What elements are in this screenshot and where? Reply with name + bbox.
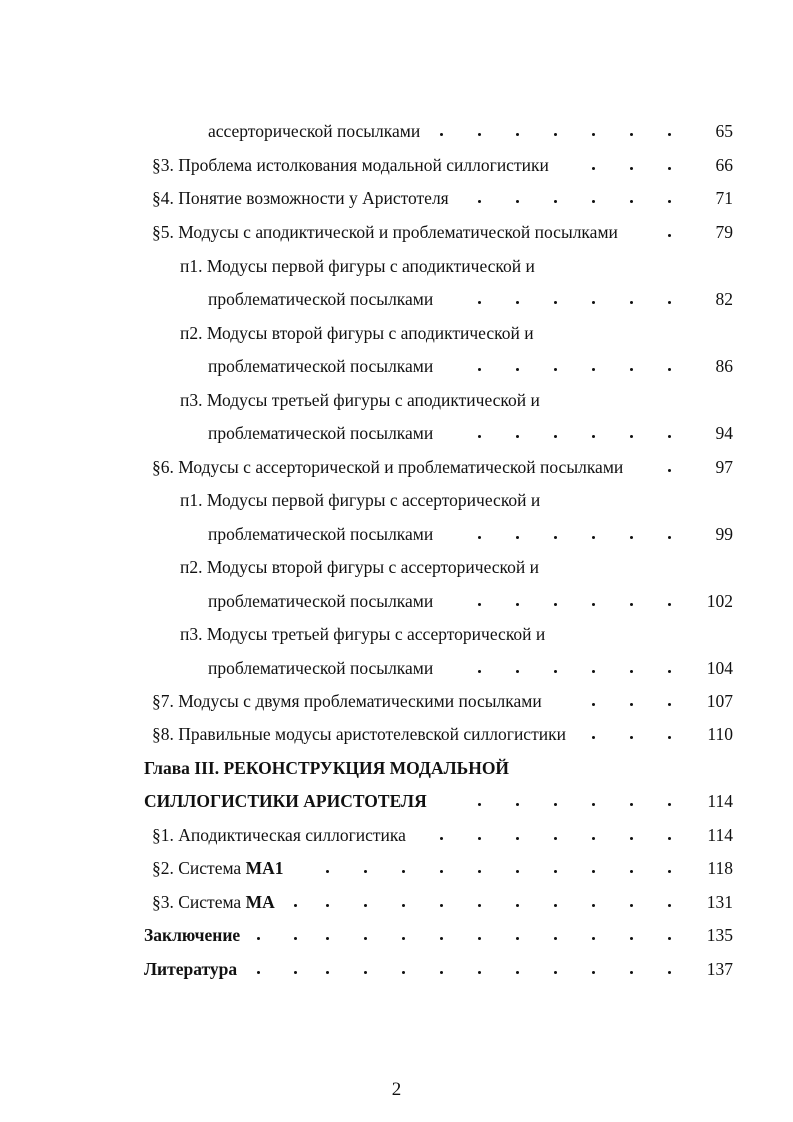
leader-dot (630, 937, 633, 940)
toc-entry-page: 97 (715, 457, 733, 477)
toc-entry-title: §7. Модусы с двумя проблематическими посылками (152, 691, 542, 711)
leader-dot (478, 937, 481, 940)
toc-entry[interactable] (0, 890, 793, 914)
toc-entry-title: проблематической посылками (208, 289, 434, 309)
leader-dot (554, 670, 557, 673)
leader-dot (668, 803, 671, 806)
toc-entry[interactable] (0, 589, 793, 613)
toc-entry-title-prefix: §3. Система (152, 892, 246, 912)
toc-entry-page: 66 (715, 155, 733, 175)
leader-dot (668, 301, 671, 304)
leader-dot (592, 803, 595, 806)
toc-entry-page: 135 (706, 925, 733, 945)
toc-entry-page: 131 (706, 892, 733, 912)
leader-dot (516, 536, 519, 539)
leader-dot (554, 301, 557, 304)
leader-dot (478, 603, 481, 606)
toc-entry-title-prefix: §2. Система (152, 858, 246, 878)
leader-dot (294, 971, 297, 974)
leader-dot (294, 904, 297, 907)
leader-dot (440, 133, 443, 136)
leader-dot (440, 837, 443, 840)
leader-dot (592, 670, 595, 673)
leader-dot (668, 603, 671, 606)
leader-dot (257, 971, 260, 974)
toc-entry-page: 102 (706, 591, 733, 611)
toc-entry[interactable] (0, 388, 793, 412)
leader-dot (592, 971, 595, 974)
leader-dot (554, 971, 557, 974)
toc-chapter-heading[interactable] (0, 756, 793, 780)
toc-entry-title: проблематической посылками (208, 524, 434, 544)
toc-entry-title-bold: МА1 (245, 858, 284, 878)
leader-dot (554, 133, 557, 136)
toc-entry-title: Заключение (144, 925, 241, 945)
toc-entry-title: СИЛЛОГИСТИКИ АРИСТОТЕЛЯ (144, 791, 427, 811)
leader-dot (554, 837, 557, 840)
leader-dot (478, 368, 481, 371)
leader-dot (592, 200, 595, 203)
leader-dot (630, 536, 633, 539)
leader-dot (554, 536, 557, 539)
leader-dot (326, 937, 329, 940)
leader-dot (592, 904, 595, 907)
leader-dot (554, 368, 557, 371)
leader-dot (630, 301, 633, 304)
leader-dot (478, 803, 481, 806)
toc-entry-page: 86 (715, 356, 733, 376)
toc-entry-page: 118 (707, 858, 733, 878)
toc-entry-page: 110 (707, 724, 733, 744)
page-number: 2 (391, 1079, 402, 1100)
leader-dot (554, 603, 557, 606)
leader-dot (592, 133, 595, 136)
leader-dot (554, 904, 557, 907)
leader-dot (326, 870, 329, 873)
leader-dot (326, 904, 329, 907)
leader-dot (516, 603, 519, 606)
toc-entry[interactable] (0, 354, 793, 378)
leader-dot (294, 937, 297, 940)
leader-dot (668, 670, 671, 673)
toc-entry-title: Глава III. РЕКОНСТРУКЦИЯ МОДАЛЬНОЙ (144, 758, 510, 778)
toc-entry-page: 107 (706, 691, 733, 711)
leader-dot (516, 301, 519, 304)
leader-dot (478, 133, 481, 136)
leader-dot (440, 971, 443, 974)
leader-dot (668, 937, 671, 940)
toc-entry[interactable] (0, 622, 793, 646)
toc-entry-title: проблематической посылками (208, 658, 434, 678)
leader-dot (516, 803, 519, 806)
leader-dot (554, 435, 557, 438)
leader-dot (440, 937, 443, 940)
toc-entry-page: 99 (715, 524, 733, 544)
leader-dot (668, 167, 671, 170)
leader-dot (478, 904, 481, 907)
leader-dot (516, 368, 519, 371)
leader-dot (592, 870, 595, 873)
leader-dot (592, 301, 595, 304)
leader-dot (478, 301, 481, 304)
toc-entry-title: §5. Модусы с аподиктической и проблематической посылками (152, 222, 618, 242)
leader-dot (554, 803, 557, 806)
leader-dot (592, 435, 595, 438)
toc-entry[interactable] (0, 220, 793, 244)
toc-entry[interactable] (0, 856, 793, 880)
leader-dot (630, 368, 633, 371)
leader-dot (668, 200, 671, 203)
leader-dot (630, 603, 633, 606)
leader-dot (668, 368, 671, 371)
toc-entry-page: 71 (715, 188, 733, 208)
toc-entry[interactable] (0, 421, 793, 445)
leader-dot (668, 536, 671, 539)
leader-dot (630, 703, 633, 706)
leader-dot (592, 167, 595, 170)
leader-dot (478, 870, 481, 873)
leader-dot (364, 870, 367, 873)
leader-dot (630, 736, 633, 739)
toc-entry-title: §1. Аподиктическая силлогистика (152, 825, 406, 845)
toc-entry-title: проблематической посылками (208, 423, 434, 443)
toc-entry[interactable] (0, 287, 793, 311)
leader-dot (364, 971, 367, 974)
leader-dot (630, 971, 633, 974)
leader-dot (402, 904, 405, 907)
leader-dot (668, 234, 671, 237)
leader-dot (516, 670, 519, 673)
toc-entry-title: §6. Модусы с ассерторической и проблематической посылками (152, 457, 624, 477)
leader-dot (440, 904, 443, 907)
leader-dot (630, 837, 633, 840)
toc-entry-page: 82 (715, 289, 733, 309)
toc-entry[interactable] (0, 957, 793, 981)
toc-entry[interactable] (0, 321, 793, 345)
leader-dot (630, 133, 633, 136)
leader-dot (668, 837, 671, 840)
toc-entry-title: п3. Модусы третьей фигуры с ассерторической и (180, 624, 546, 644)
toc-entry-title: §4. Понятие возможности у Аристотеля (152, 188, 449, 208)
leader-dot (516, 937, 519, 940)
leader-dot (440, 870, 443, 873)
toc-entry[interactable] (0, 689, 793, 713)
toc-entry[interactable] (0, 555, 793, 579)
leader-dot (592, 937, 595, 940)
toc-entry-title: §8. Правильные модусы аристотелевской силлогистики (152, 724, 566, 744)
leader-dot (668, 133, 671, 136)
leader-dot (516, 133, 519, 136)
toc-entry[interactable] (0, 656, 793, 680)
leader-dot (630, 167, 633, 170)
toc-entry[interactable] (0, 254, 793, 278)
toc-chapter-heading[interactable] (0, 789, 793, 813)
leader-dot (402, 937, 405, 940)
leader-dot (668, 971, 671, 974)
toc-entry[interactable] (0, 522, 793, 546)
leader-dot (630, 803, 633, 806)
leader-dot (326, 971, 329, 974)
toc-entry-page: 114 (707, 791, 733, 811)
toc-entry-page: 65 (715, 121, 733, 141)
leader-dot (668, 703, 671, 706)
leader-dot (554, 870, 557, 873)
leader-dot (668, 904, 671, 907)
toc-entry[interactable] (0, 186, 793, 210)
toc-entry-title: проблематической посылками (208, 356, 434, 376)
toc-entry-title: п1. Модусы первой фигуры с ассерторической и (180, 490, 541, 510)
toc-entry-page: 104 (706, 658, 733, 678)
leader-dot (592, 703, 595, 706)
leader-dot (630, 435, 633, 438)
leader-dot (478, 670, 481, 673)
leader-dot (478, 536, 481, 539)
leader-dot (478, 971, 481, 974)
leader-dot (668, 469, 671, 472)
leader-dot (364, 937, 367, 940)
leader-dot (478, 837, 481, 840)
leader-dot (630, 670, 633, 673)
toc-entry-title-bold: МА (245, 892, 275, 912)
toc-entry-title: Литература (144, 959, 238, 979)
leader-dot (668, 870, 671, 873)
leader-dot (257, 937, 260, 940)
toc-entry[interactable] (0, 923, 793, 947)
leader-dot (478, 200, 481, 203)
toc-entry[interactable] (0, 153, 793, 177)
leader-dot (402, 971, 405, 974)
toc-entry[interactable] (0, 823, 793, 847)
leader-dot (364, 904, 367, 907)
toc-entry-title: проблематической посылками (208, 591, 434, 611)
leader-dot (592, 603, 595, 606)
leader-dot (592, 837, 595, 840)
leader-dot (516, 904, 519, 907)
leader-dot (630, 200, 633, 203)
toc-entry[interactable] (0, 119, 793, 143)
toc-entry[interactable] (0, 488, 793, 512)
leader-dot (630, 870, 633, 873)
leader-dot (592, 368, 595, 371)
leader-dot (592, 736, 595, 739)
leader-dot (516, 971, 519, 974)
toc-entry-page: 79 (715, 222, 733, 242)
toc-entry-title: п3. Модусы третьей фигуры с аподиктической и (180, 390, 540, 410)
leader-dot (478, 435, 481, 438)
leader-dot (402, 870, 405, 873)
leader-dot (592, 536, 595, 539)
toc-entry-page: 94 (715, 423, 733, 443)
leader-dot (668, 736, 671, 739)
toc-entry-page: 114 (707, 825, 733, 845)
toc-entry-title: п2. Модусы второй фигуры с ассерторической и (180, 557, 540, 577)
leader-dot (554, 937, 557, 940)
leader-dot (516, 870, 519, 873)
toc-entry[interactable] (0, 722, 793, 746)
leader-dot (516, 837, 519, 840)
leader-dot (630, 904, 633, 907)
leader-dot (668, 435, 671, 438)
toc-entry-title: п1. Модусы первой фигуры с аподиктической и (180, 256, 535, 276)
toc-entry-title: п2. Модусы второй фигуры с аподиктической и (180, 323, 534, 343)
leader-dot (516, 435, 519, 438)
toc-entry-title: §3. Проблема истолкования модальной силлогистики (152, 155, 549, 175)
toc-entry-title: ассерторической посылками (208, 121, 421, 141)
toc-entry-page: 137 (706, 959, 733, 979)
leader-dot (516, 200, 519, 203)
leader-dot (554, 200, 557, 203)
toc-entry[interactable] (0, 455, 793, 479)
